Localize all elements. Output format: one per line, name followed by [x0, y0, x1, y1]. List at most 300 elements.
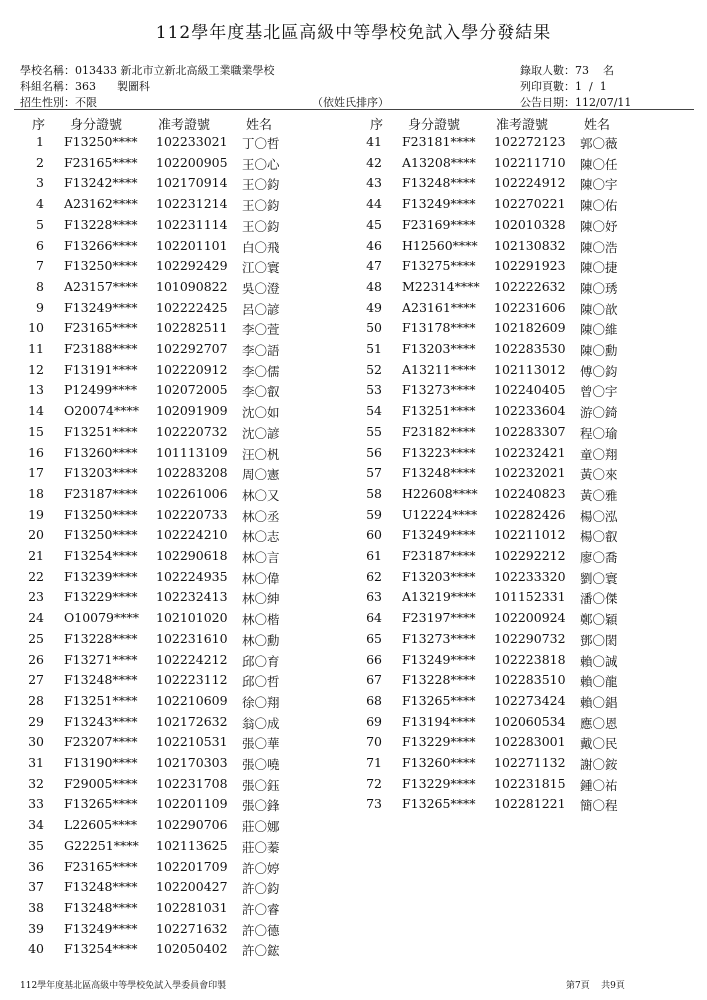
row-id: F13254****: [64, 941, 138, 957]
row-no: 2: [36, 154, 44, 170]
row-name: 鄭〇穎: [580, 612, 618, 628]
row-name: 莊〇蓁: [242, 839, 280, 855]
row-id: F13243****: [64, 713, 138, 729]
row-no: 16: [28, 444, 44, 460]
row-no: 57: [366, 465, 382, 481]
row-no: 13: [28, 382, 44, 398]
row-exam: 102233021: [156, 134, 228, 149]
row-id: F13260****: [402, 755, 476, 770]
row-no: 49: [366, 299, 382, 315]
dept-label: 科組名稱：: [20, 80, 75, 93]
row-no: 20: [28, 527, 44, 543]
row-id: F13229****: [402, 775, 476, 791]
row-exam: 102231610: [156, 630, 228, 646]
row-no: 38: [28, 899, 44, 915]
row-no: 59: [366, 506, 382, 522]
row-id: F13250****: [64, 134, 138, 149]
row-id: F13273****: [402, 630, 476, 646]
row-no: 45: [366, 216, 382, 232]
row-no: 44: [366, 196, 382, 212]
row-exam: 102223818: [494, 651, 566, 667]
row-name: 傅〇鈞: [580, 363, 618, 379]
row-id: A23161****: [402, 299, 476, 315]
row-no: 35: [28, 837, 44, 853]
row-id: F13248****: [402, 465, 476, 481]
row-name: 許〇德: [242, 922, 280, 938]
row-no: 48: [366, 278, 382, 294]
sort-note: （依姓氏排序）: [312, 96, 389, 109]
row-exam: 102232413: [156, 589, 228, 605]
row-no: 37: [28, 879, 44, 895]
row-id: F13223****: [402, 444, 476, 460]
row-no: 36: [28, 858, 44, 874]
row-exam: 102240823: [494, 485, 566, 501]
row-exam: 102231606: [494, 299, 566, 315]
row-exam: 102292707: [156, 341, 228, 356]
row-id: F29005****: [64, 775, 138, 791]
row-id: O20074****: [64, 403, 140, 419]
col-header-name-right: 姓名: [584, 118, 611, 133]
row-id: F13249****: [64, 920, 138, 936]
row-exam: 102272123: [494, 134, 566, 149]
row-name: 沈〇諺: [242, 425, 280, 441]
gender-value: 不限: [75, 96, 97, 109]
row-id: F13248****: [402, 175, 476, 191]
row-no: 14: [28, 403, 44, 419]
row-id: F13203****: [402, 341, 476, 356]
row-no: 19: [28, 506, 44, 522]
row-no: 29: [28, 713, 44, 729]
row-name: 張〇鋒: [242, 798, 280, 814]
row-exam: 102232021: [494, 465, 566, 481]
row-id: F13265****: [402, 796, 476, 812]
row-id: F13266****: [64, 237, 138, 253]
row-id: F13260****: [64, 444, 138, 460]
row-id: O10079****: [64, 610, 140, 626]
row-id: F13250****: [64, 258, 138, 274]
row-id: F23165****: [64, 858, 138, 874]
row-id: F13250****: [64, 527, 138, 543]
row-name: 李〇儒: [242, 363, 280, 379]
row-no: 54: [366, 403, 382, 419]
row-no: 22: [28, 568, 44, 584]
col-header-exam-right: 准考證號: [496, 118, 549, 133]
row-exam: 102170914: [156, 175, 228, 191]
row-exam: 102231815: [494, 775, 566, 791]
row-exam: 102201709: [156, 858, 228, 874]
row-name: 吳〇澄: [242, 280, 280, 296]
row-no: 52: [366, 361, 382, 377]
row-id: F13248****: [64, 899, 138, 915]
row-no: 53: [366, 382, 382, 398]
row-id: A13211****: [402, 361, 476, 377]
row-name: 林〇勳: [242, 632, 280, 648]
row-name: 汪〇杋: [242, 446, 280, 462]
gender-line: [20, 94, 97, 110]
col-header-id-right: 身分證號: [408, 118, 461, 133]
row-exam: 102224210: [156, 527, 228, 543]
row-id: F13249****: [64, 299, 138, 315]
row-exam: 102220732: [156, 423, 228, 439]
row-no: 69: [366, 713, 382, 729]
row-exam: 102233320: [494, 568, 566, 584]
row-exam: 102233604: [494, 403, 566, 419]
row-name: 沈〇如: [242, 405, 280, 421]
row-id: F13248****: [64, 879, 138, 895]
row-no: 23: [28, 589, 44, 605]
row-name: 王〇心: [242, 156, 280, 172]
row-exam: 102231708: [156, 775, 228, 791]
row-no: 58: [366, 485, 382, 501]
row-no: 26: [28, 651, 44, 667]
col-header-no-right: 序: [370, 118, 384, 133]
footer-left: 112學年度基北區高級中等學校免試入學委員會印製: [20, 981, 227, 991]
row-name: 黃〇雅: [580, 487, 618, 503]
row-name: 許〇鈞: [242, 881, 280, 897]
row-id: F13249****: [402, 196, 476, 212]
row-id: G22251****: [64, 837, 139, 853]
row-exam: 102283530: [494, 341, 566, 356]
row-no: 24: [28, 610, 44, 626]
row-id: F13190****: [64, 755, 138, 770]
row-id: F23197****: [402, 610, 476, 626]
row-no: 67: [366, 672, 382, 688]
row-name: 陳〇勳: [580, 343, 618, 358]
row-no: 55: [366, 423, 382, 439]
row-exam: 102271132: [494, 755, 566, 770]
row-name: 王〇鈞: [242, 177, 280, 193]
row-exam: 102290706: [156, 817, 228, 833]
row-no: 70: [366, 734, 382, 750]
row-exam: 102224935: [156, 568, 228, 584]
row-name: 林〇楷: [242, 612, 280, 628]
row-name: 謝〇銨: [580, 757, 618, 772]
row-name: 陳〇任: [580, 156, 618, 172]
row-name: 林〇又: [242, 487, 280, 503]
row-id: F13191****: [64, 361, 138, 377]
row-exam: 102222632: [494, 278, 566, 294]
row-exam: 102292212: [494, 548, 566, 563]
row-id: U12224****: [402, 506, 478, 522]
row-name: 程〇瑜: [580, 425, 618, 441]
row-id: F13229****: [402, 734, 476, 750]
row-exam: 102130832: [494, 237, 566, 253]
row-no: 30: [28, 734, 44, 750]
row-exam: 102240405: [494, 382, 566, 398]
row-name: 曾〇宇: [580, 384, 618, 400]
row-exam: 102273424: [494, 692, 566, 708]
row-no: 4: [36, 196, 44, 212]
row-name: 李〇叡: [242, 384, 280, 400]
row-no: 73: [366, 796, 382, 812]
row-exam: 102050402: [156, 941, 228, 957]
row-no: 5: [36, 216, 44, 232]
row-id: F23181****: [402, 134, 476, 149]
row-id: F13203****: [64, 465, 138, 481]
row-name: 江〇寰: [242, 260, 280, 276]
row-exam: 102200427: [156, 879, 228, 895]
row-name: 童〇翔: [580, 446, 618, 462]
header-rule: [14, 109, 694, 110]
row-name: 許〇睿: [242, 901, 280, 917]
school-line: [20, 62, 275, 78]
row-id: F13265****: [64, 796, 138, 812]
row-no: 46: [366, 237, 382, 253]
row-id: F13178****: [402, 320, 476, 336]
row-name: 徐〇翔: [242, 694, 280, 710]
row-id: F13203****: [402, 568, 476, 584]
row-id: H22608****: [402, 485, 478, 501]
row-name: 陳〇維: [580, 322, 618, 338]
row-name: 張〇華: [242, 736, 280, 752]
row-name: 許〇鋐: [242, 943, 280, 959]
row-name: 陳〇浩: [580, 239, 618, 255]
row-no: 62: [366, 568, 382, 584]
row-no: 17: [28, 465, 44, 481]
row-no: 27: [28, 672, 44, 688]
row-id: F13228****: [402, 672, 476, 688]
row-id: F23165****: [64, 320, 138, 336]
row-exam: 102281031: [156, 899, 228, 915]
row-id: F13251****: [64, 423, 138, 439]
row-id: F13251****: [402, 403, 476, 419]
row-exam: 101113109: [156, 444, 228, 460]
row-exam: 102292429: [156, 258, 228, 274]
date-label: 公告日期：: [520, 96, 575, 109]
row-name: 李〇萱: [242, 322, 280, 338]
row-name: 白〇飛: [242, 239, 280, 255]
row-exam: 102271632: [156, 920, 228, 936]
row-exam: 102270221: [494, 196, 566, 212]
col-header-no-left: 序: [32, 118, 46, 133]
row-no: 9: [36, 299, 44, 315]
row-id: F13275****: [402, 258, 476, 274]
row-exam: 102224912: [494, 175, 566, 191]
row-name: 賴〇誠: [580, 653, 618, 669]
row-no: 28: [28, 692, 44, 708]
row-no: 65: [366, 630, 382, 646]
row-name: 林〇丞: [242, 508, 280, 524]
row-exam: 102172632: [156, 713, 228, 729]
row-no: 42: [366, 154, 382, 170]
row-name: 陳〇妤: [580, 218, 618, 234]
row-id: F23188****: [64, 341, 138, 356]
col-header-name-left: 姓名: [246, 118, 273, 133]
row-exam: 102091909: [156, 403, 228, 419]
row-exam: 102283001: [494, 734, 566, 750]
row-id: F13249****: [402, 651, 476, 667]
row-id: F13229****: [64, 589, 138, 605]
row-id: M22314****: [402, 278, 480, 294]
row-name: 莊〇娜: [242, 819, 280, 835]
pages-line: [520, 78, 607, 94]
row-name: 丁〇哲: [242, 136, 280, 151]
row-no: 10: [28, 320, 44, 336]
row-id: F13239****: [64, 568, 138, 584]
row-id: H12560****: [402, 237, 478, 253]
row-id: F23165****: [64, 154, 138, 170]
row-no: 11: [28, 341, 44, 356]
row-name: 賴〇錩: [580, 694, 618, 710]
pages-label: 列印頁數：: [520, 80, 575, 93]
dept-value: 363 製圖科: [75, 80, 150, 93]
row-exam: 101090822: [156, 278, 228, 294]
row-id: A23162****: [64, 196, 138, 212]
row-no: 12: [28, 361, 44, 377]
row-exam: 102182609: [494, 320, 566, 336]
row-exam: 102231214: [156, 196, 228, 212]
row-exam: 102283208: [156, 465, 228, 481]
row-no: 43: [366, 175, 382, 191]
row-name: 林〇偉: [242, 570, 280, 586]
row-no: 7: [36, 258, 44, 274]
admit-label: 錄取人數：: [520, 64, 575, 77]
row-exam: 102224212: [156, 651, 228, 667]
row-id: F13194****: [402, 713, 476, 729]
row-no: 61: [366, 548, 382, 563]
date-line: [520, 94, 631, 110]
row-name: 簡〇程: [580, 798, 618, 814]
row-exam: 102211012: [494, 527, 566, 543]
row-no: 47: [366, 258, 382, 274]
row-exam: 102200905: [156, 154, 228, 170]
row-name: 呂〇諺: [242, 301, 280, 317]
row-exam: 102220912: [156, 361, 228, 377]
row-no: 25: [28, 630, 44, 646]
row-exam: 102290618: [156, 548, 228, 563]
row-exam: 102231114: [156, 216, 228, 232]
row-no: 32: [28, 775, 44, 791]
row-no: 66: [366, 651, 382, 667]
row-no: 64: [366, 610, 382, 626]
row-no: 50: [366, 320, 382, 336]
row-name: 林〇紳: [242, 591, 280, 607]
row-id: F23187****: [64, 485, 138, 501]
row-exam: 102072005: [156, 382, 228, 398]
row-exam: 102281221: [494, 796, 566, 812]
row-id: F13271****: [64, 651, 138, 667]
col-header-exam-left: 准考證號: [158, 118, 211, 133]
footer-page: 第7頁 共9頁: [566, 981, 625, 991]
row-exam: 102060534: [494, 713, 566, 729]
pages-value: 1 / 1: [575, 80, 607, 93]
row-no: 1: [36, 134, 44, 149]
row-name: 翁〇成: [242, 715, 280, 731]
row-name: 鍾〇祐: [580, 777, 618, 793]
row-id: F13273****: [402, 382, 476, 398]
row-name: 陳〇琇: [580, 280, 618, 296]
row-exam: 102201109: [156, 796, 228, 812]
row-exam: 101152331: [494, 589, 566, 605]
row-id: P12499****: [64, 382, 138, 398]
row-id: A13208****: [402, 154, 476, 170]
row-id: L22605****: [64, 817, 138, 833]
row-no: 41: [366, 134, 382, 149]
row-id: F23187****: [402, 548, 476, 563]
row-exam: 102282511: [156, 320, 228, 336]
row-name: 張〇嘵: [242, 757, 280, 772]
row-name: 鄧〇閎: [580, 632, 618, 648]
row-name: 潘〇傑: [580, 591, 618, 607]
row-id: F13250****: [64, 506, 138, 522]
row-exam: 102210531: [156, 734, 228, 750]
row-exam: 102283510: [494, 672, 566, 688]
row-exam: 102220733: [156, 506, 228, 522]
row-no: 63: [366, 589, 382, 605]
row-name: 戴〇民: [580, 736, 618, 752]
row-id: A13219****: [402, 589, 476, 605]
row-name: 應〇恩: [580, 715, 618, 731]
row-id: F13265****: [402, 692, 476, 708]
row-no: 34: [28, 817, 44, 833]
row-name: 賴〇龍: [580, 674, 618, 690]
row-no: 8: [36, 278, 44, 294]
row-exam: 102291923: [494, 258, 566, 274]
row-name: 陳〇歆: [580, 301, 618, 317]
row-exam: 102010328: [494, 216, 566, 232]
row-exam: 102223112: [156, 672, 228, 688]
row-name: 黃〇來: [580, 467, 618, 483]
row-exam: 102232421: [494, 444, 566, 460]
row-no: 51: [366, 341, 382, 356]
row-name: 林〇言: [242, 550, 280, 565]
row-id: A23157****: [64, 278, 138, 294]
school-label: 學校名稱：: [20, 64, 75, 77]
row-exam: 102170303: [156, 755, 228, 770]
row-name: 張〇鈺: [242, 777, 280, 793]
row-no: 71: [366, 755, 382, 770]
row-exam: 102210609: [156, 692, 228, 708]
row-exam: 102283307: [494, 423, 566, 439]
row-no: 56: [366, 444, 382, 460]
row-name: 劉〇寰: [580, 570, 618, 586]
row-no: 15: [28, 423, 44, 439]
row-exam: 102113625: [156, 837, 228, 853]
row-id: F13254****: [64, 548, 138, 563]
row-name: 廖〇喬: [580, 550, 618, 565]
row-exam: 102222425: [156, 299, 228, 315]
gender-label: 招生性別：: [20, 96, 75, 109]
row-no: 3: [36, 175, 44, 191]
admit-line: [520, 62, 614, 78]
row-no: 68: [366, 692, 382, 708]
row-id: F13251****: [64, 692, 138, 708]
row-name: 王〇鈞: [242, 218, 280, 234]
school-value: 013433 新北市立新北高級工業職業學校: [75, 64, 275, 77]
row-exam: 102200924: [494, 610, 566, 626]
row-name: 邱〇育: [242, 653, 280, 669]
dept-line: [20, 78, 150, 94]
row-name: 楊〇叡: [580, 529, 618, 545]
row-exam: 102113012: [494, 361, 566, 377]
admit-value: 73 名: [575, 64, 614, 77]
row-exam: 102101020: [156, 610, 228, 626]
row-no: 33: [28, 796, 44, 812]
row-exam: 102211710: [494, 154, 566, 170]
row-name: 郭〇薇: [580, 136, 618, 151]
row-no: 40: [28, 941, 44, 957]
row-name: 王〇鈞: [242, 198, 280, 214]
page-title: 112學年度基北區高級中等學校免試入學分發結果: [155, 23, 552, 43]
row-no: 31: [28, 755, 44, 770]
row-id: F23169****: [402, 216, 476, 232]
row-name: 李〇語: [242, 343, 280, 358]
row-id: F13249****: [402, 527, 476, 543]
col-header-id-left: 身分證號: [70, 118, 123, 133]
row-name: 游〇錡: [580, 405, 618, 421]
row-name: 邱〇哲: [242, 674, 280, 690]
row-no: 39: [28, 920, 44, 936]
